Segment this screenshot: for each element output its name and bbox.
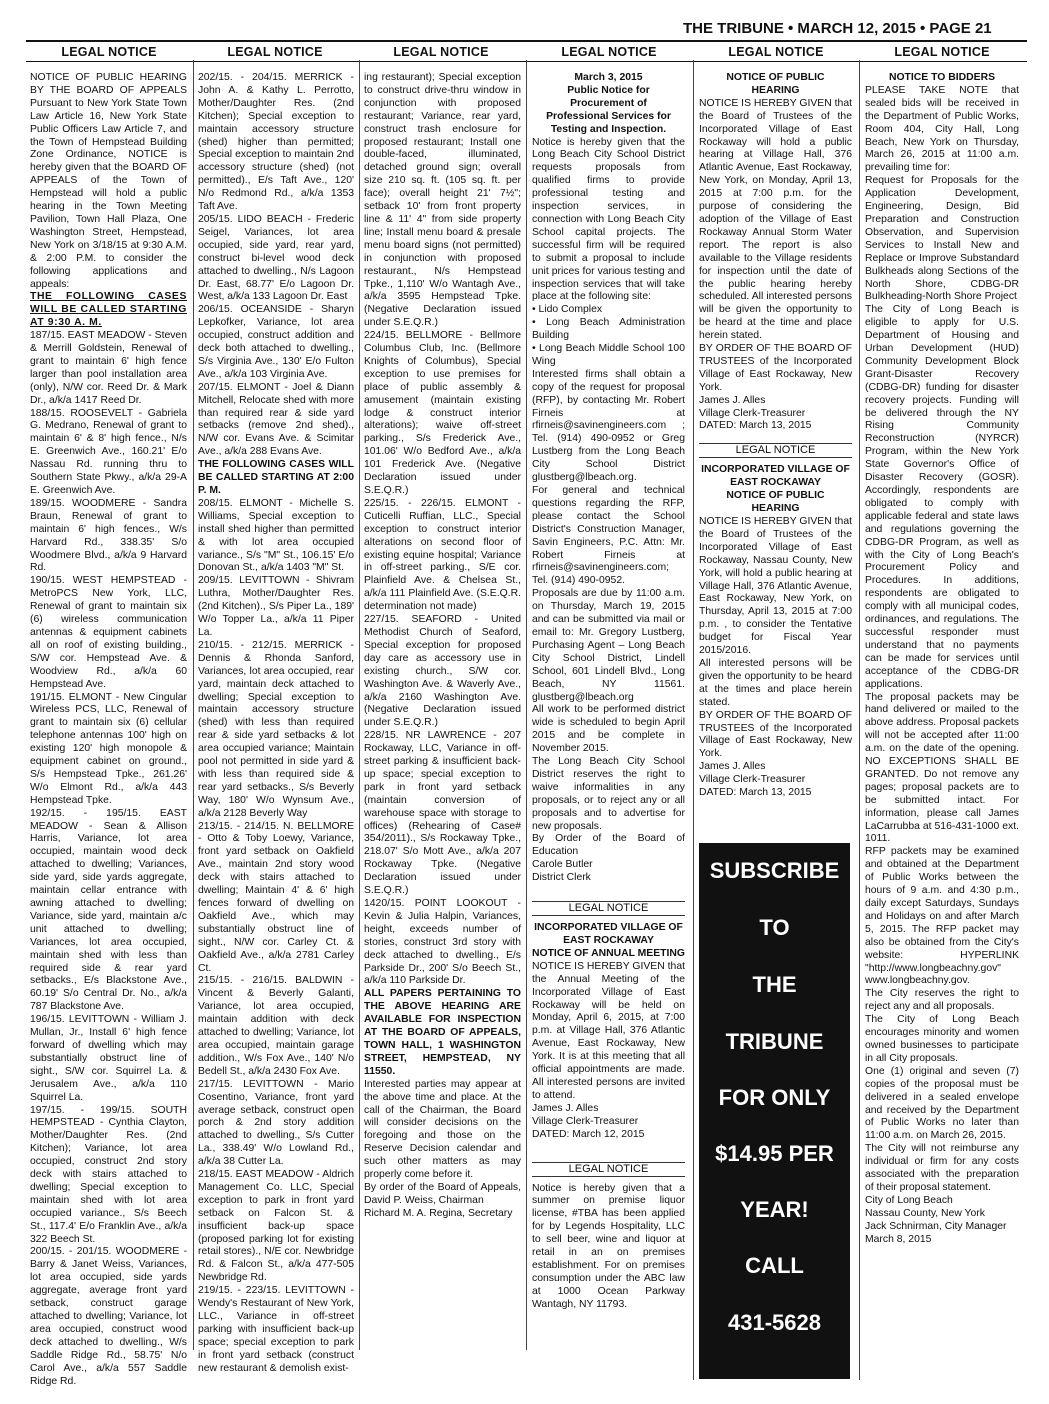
school-district-notice	[532, 72, 685, 1372]
notice-body: PLEASE TAKE NOTE that sealed bids will be received in the Department of Public Works, Room 404, City Hall, Long Beach, New York on Thursday, March 26, 2015 at 11:00 a.m. prevailing time for:	[865, 84, 1019, 174]
case-entry: 209/15. LEVITTOWN - Shivram Luthra, Mother/Daughter Res. (2nd Kitchen)., S/s Piper La., 189' W/o Topper La., a/k/a 11 Piper La.	[198, 575, 354, 638]
subscribe-line: $14.95 PER	[715, 1141, 834, 1166]
case-entry: 192/15. - 195/15. EAST MEADOW - Sean & Allison Harris, Variance, lot area occupied, maintain wood deck attached to dwelling; Variances, side yard, side yards aggregate, maintain cellar entrance with awning attached to dwelling; Variance, side yard, maintain a/c unit attached to dwelling; Variances, lot area occupied, maintain shed with less than required side & rear yard setbacks., E/s Blackstone Ave., 60.19' S/o Central Dr. No., a/k/a 787 Blackstone Ave.	[30, 807, 187, 1013]
notice-body: The City will not reimburse any individual or firm for any costs associated with the preparation of their proposal statement.	[865, 1143, 1019, 1193]
notice-body: Interested firms shall obtain a copy of the request for proposal (RFP), by contacting Mr. Robert Firneis at rfirneis@savinengineers.com ; Tel. (914) 490-0952 or Greg Lustberg from the Long Beach City School District glustberg@lbeach.org.	[532, 368, 685, 484]
subscribe-ad	[699, 843, 850, 1379]
case-entry: 191/15. ELMONT - New Cingular Wireless PCS, LLC, Renewal of grant to maintain six (6) cellular telephone antennas 100' high on existing 120' high monopole & equipment cabinet on ground., S/s Hempstead Tpke., 261.26' W/o Elmont Rd., a/k/a 443 Hempstead Tpke.	[30, 691, 187, 806]
notice-body: Proposals are due by 11:00 a.m. on Thursday, March 19, 2015 and can be submitted via mail or email to: Mr. Gregory Lustberg, Purchasing Agent – Long Beach City School District, Lindell School, 601 Lindell Blvd., Long Beach, NY 11561. glustberg@lbeach.org	[532, 588, 685, 703]
case-entry: 202/15. - 204/15. MERRICK - John A. & Kathy L. Perrotto, Mother/Daughter Res. (2nd Kitchen); Special exception to maintain accessory structure (shed) higher than permitted; Special exception to maintain 2nd accessory structure (shed) (not permitted)., E/s Taft Ave., 120' N/o Redmond Rd., a/k/a 1353 Taft Ave.	[198, 72, 354, 213]
column-head-2: LEGAL NOTICE	[227, 45, 323, 59]
signer-name: Carole Butler	[532, 859, 593, 871]
notice-title: NOTICE OF PUBLIC HEARING	[726, 72, 825, 96]
board-of-appeals-notice	[30, 72, 187, 1387]
site-item: • Lido Complex	[532, 304, 603, 316]
column-divider	[693, 60, 694, 1380]
board-of-appeals-notice-end	[364, 72, 521, 1357]
subscribe-line: YEAR!	[740, 1197, 809, 1222]
notice-body: All work to be performed district wide is scheduled to begin April 2015 and be complete in November 2015.	[532, 704, 685, 755]
case-entry: 200/15. - 201/15. WOODMERE - Barry & Janet Weiss, Variances, lot area occupied, side yards aggregate, average front yard setback, construct garage attached to dwelling; Variance, lot area occupied, construct wood deck attached to dwelling., W/s Saddle Ridge Rd., 58.75' N/o Carol Ave., a/k/a 557 Saddle Ridge Rd.	[30, 1246, 187, 1387]
case-entry: 188/15. ROOSEVELT - Gabriela G. Medrano, Renewal of grant to maintain 6' & 8' high fence., N/s E. Greenwich Ave., 160.21' E/o Nassau Rd. running thru to Southern State Pkwy., a/k/a 29-A E. Greenwich Ave.	[30, 407, 187, 496]
notice-body: The proposal packets may be hand delivered or mailed to the above address. Proposal packets will not be accepted after 11:00 a.m. on the date of the opening. NO EXCEPTIONS SHALL BE GRANTED. Do not remove any pages; proposal packets are to be submitted intact. For information, please call James LaCarrubba at 516-431-1000 ext. 1011.	[865, 691, 1019, 845]
notice-title: Public Notice for Procurement of Professional Services for Testing and Inspection.	[546, 84, 671, 135]
signer-title: Village Clerk-Treasurer	[699, 774, 806, 786]
case-entry: 207/15. ELMONT - Joel & Diann Mitchell, Relocate shed with more than required rear & side yard setbacks (remove 2nd shed)., N/W cor. Evans Ave. & Scimitar Ave., a/k/a 288 Evans Ave.	[198, 381, 354, 458]
header-rule	[26, 40, 1027, 42]
signer-name: James J. Alles	[699, 394, 766, 406]
closing-text: Interested parties may appear at the above time and place. At the call of the Chairman, the Board will consider decisions on the foregoing and those on the Reserve Decision calendar and such other matters as may properly come before it.	[364, 1078, 521, 1181]
notice-to-bidders	[865, 72, 1019, 1372]
signature-line: Nassau County, New York	[865, 1207, 985, 1219]
signer-title: Village Clerk-Treasurer	[699, 407, 806, 419]
notice-title: INCORPORATED VILLAGE OF EAST ROCKAWAY	[534, 922, 683, 946]
signature-line: City of Long Beach	[865, 1194, 953, 1206]
subscribe-line: FOR ONLY	[718, 1085, 831, 1110]
signature-line: Jack Schnirman, City Manager	[865, 1220, 1007, 1232]
case-entry: 189/15. WOODMERE - Sandra Braun, Renewal of grant to maintain 6' high fences., W/s Harvard Rd., 338.35' S/o Woodmere Blvd., a/k/a 9 Harvard Rd.	[30, 497, 187, 574]
signature-line: March 8, 2015	[865, 1233, 932, 1245]
schedule-heading: THE FOLLOWING CASES WILL BE CALLED STARTING AT 2:00 P. M.	[198, 459, 354, 496]
notice-body: The City of Long Beach encourages minority and women owned businesses to participate in all City proposals.	[865, 1014, 1019, 1064]
case-entry: 196/15. LEVITTOWN - William J. Mullan, Jr., Install 6' high fence forward of dwelling which may substantially obstruct line of sight., S/W cor. Squirrel La. & Jerusalem Ave., a/k/a 110 Squirrel La.	[30, 1014, 187, 1103]
case-entry: 224/15. BELLMORE - Bellmore Columbus Club, Inc. (Bellmore Knights of Columbus), Special exception to use premises for place of public assembly & amusement (maintain existing lodge & construct interior alterations); waive off-street parking., S/s Frederick Ave., 101.06' W/o Bedford Ave., a/k/a 101 Frederick Ave. (Negative Declaration issued under S.E.Q.R.)	[364, 330, 521, 496]
notice-body: The City reserves the right to reject any and all proposals.	[865, 988, 1019, 1013]
column-divider	[859, 60, 860, 1380]
case-entry: 227/15. SEAFORD - United Methodist Church of Seaford, Special exception for proposed day care as accessory use in existing church., S/W cor. Washington Ave. & Waverly Ave., a/k/a 2160 Washington Ave. (Negative Declaration issued under S.E.Q.R.)	[364, 614, 521, 729]
signer-name: James J. Alles	[532, 1102, 599, 1114]
notice-title: NOTICE TO BIDDERS	[888, 72, 996, 83]
legal-notice-label: LEGAL NOTICE	[699, 443, 852, 458]
notice-body: RFP packets may be examined and obtained at the Department of Public Works between the hours of 9 a.m. and 4:30 p.m., daily except Saturdays, Sundays and Holidays on and after March 5, 2015. The RFP packet may also be obtained from the City's website: HYPERLINK "http://www.longbeachny.gov" www.longbeachny.gov.	[865, 846, 1019, 987]
notice-dated: DATED: March 13, 2015	[699, 787, 812, 799]
notice-dated: DATED: March 12, 2015	[532, 1128, 645, 1140]
notice-body: For general and technical questions regarding the RFP, please contact the School District's Construction Manager, Savin Engineers, P.C. Attn: Mr. Robert Firneis at rfirneis@savinengineers.com; Tel. (914) 490-0952.	[532, 485, 685, 587]
case-entry: 197/15. - 199/15. SOUTH HEMPSTEAD - Cynthia Clayton, Mother/Daughter Res. (2nd Kitchen); Variance, lot area occupied, construct 2nd story deck with stairs attached to dwelling; Special exception to maintain shed with lot area occupied variance., S/s Beech St., 117.4' E/o Franklin Ave., a/k/a 322 Beech St.	[30, 1104, 187, 1245]
order-line: By Order of the Board of Education	[532, 833, 685, 858]
case-entry: 210/15. - 212/15. MERRICK - Dennis & Rhonda Sanford, Variances, lot area occupied, rear yard, maintain deck attached to dwelling; Special exception to maintain accessory structure (shed) with less than required rear & side yard setbacks & lot area occupied variance; Maintain pool not permitted in side yard & with less than required side & rear yard setbacks., S/s Beverly Way, 180' W/o Wynsum Ave., a/k/a 2128 Beverly Way	[198, 639, 354, 819]
order-line: BY ORDER OF THE BOARD OF TRUSTEES of the Incorporated Village of East Rockaway, New York.	[699, 709, 852, 760]
village-public-hearing-notice	[699, 72, 852, 842]
column-head-1: LEGAL NOTICE	[61, 45, 157, 59]
subscribe-line: CALL	[745, 1253, 804, 1278]
case-entry: 217/15. LEVITTOWN - Mario Cosentino, Variance, front yard average setback, construct open porch & 2nd story addition attached to dwelling., S/s Cutter La., 338.49' W/o Lowland Rd., a/k/a 38 Cutter La.	[198, 1078, 354, 1168]
liquor-license-notice: Notice is hereby given that a summer on premise liquor license, #TBA has been applied for by Legends Hospitality, LLC to sell beer, wine and liquor at retail in an on premises establishment. For on premises consumption under the ABC law at 1000 Ocean Parkway Wantagh, NY 11793.	[532, 1182, 685, 1310]
schedule-heading: THE FOLLOWING CASES WILL BE CALLED STARTING AT 9:30 A. M.	[30, 291, 187, 329]
case-entry: 228/15. NR LAWRENCE - 207 Rockaway, LLC, Variance in off-street parking & insufficient back-up space; special exception to park in front yard setback (maintain conversion of warehouse space with storage to offices) (Rehearing of Case# 354/2011)., S/s Rockaway Tpke., 218.07' S/o Mott Ave., a/k/a 207 Rockaway Tpke. (Negative Declaration issued under S.E.Q.R.)	[364, 730, 521, 897]
board-of-appeals-notice-continued	[198, 72, 354, 1374]
case-entry: 205/15. LIDO BEACH - Frederic Seigel, Variances, lot area occupied, side yard, rear yard, construct bi-level wood deck attached to dwelling., N/s Lagoon Dr. East, 68.77' E/o Lagoon Dr. West, a/k/a 133 Lagoon Dr. East	[198, 213, 354, 303]
signer-title: District Clerk	[532, 872, 591, 884]
secretary-line: Richard M. A. Regina, Secretary	[364, 1207, 513, 1219]
notice-body: NOTICE IS HEREBY GIVEN that the Board of Trustees of the Incorporated Village of East Rockaway, Nassau County, New York, will hold a public hearing at Village Hall, 376 Atlantic Avenue, East Rockaway, New York, on Thursday, April 13, 2015 at 7:00 p.m. , to consider the Tentative budget for Fiscal Year 2015/2016.	[699, 516, 852, 657]
subscribe-line: TRIBUNE	[725, 1029, 824, 1054]
page-header: THE TRIBUNE • MARCH 12, 2015 • PAGE 21	[683, 20, 992, 37]
column-divider	[193, 60, 194, 1350]
legal-notice-label: LEGAL NOTICE	[532, 901, 685, 916]
column-head-3: LEGAL NOTICE	[393, 45, 489, 59]
column-head-6: LEGAL NOTICE	[894, 45, 990, 59]
notice-intro: NOTICE OF PUBLIC HEARING BY THE BOARD OF APPEALS Pursuant to New York State Town Law Article 16, New York State Public Officers Law Article 7, and the Town of Hempstead Building Zone Ordinance, NOTICE is hereby given that the BOARD OF APPEALS of the Town of Hempstead will hold a public hearing in the Town Meeting Pavilion, Town Hall Plaza, One Washington Street, Hempstead, New York on 3/18/15 at 9:30 A.M. & 2:00 P.M. to consider the following applications and appeals:	[30, 72, 187, 290]
case-entry: 1420/15. POINT LOOKOUT - Kevin & Julia Halpin, Variances, height, exceeds number of stories, construct 3rd story with deck attached to dwelling., E/s Parkside Dr., 200' S/o Beech St., a/k/a 110 Parkside Dr.	[364, 898, 521, 987]
column-head-4: LEGAL NOTICE	[561, 45, 657, 59]
case-entry: 215/15. - 216/15. BALDWIN - Vincent & Beverly Galanti, Variance, lot area occupied, maintain addition with deck attached to dwelling; Variance, lot area occupied, maintain garage addition., W/s Fox Ave., 140' N/o Bedell St., a/k/a 2430 Fox Ave.	[198, 975, 354, 1077]
notice-title: NOTICE OF ANNUAL MEETING	[532, 947, 685, 959]
case-entry: 208/15. ELMONT - Michelle S. Williams, Special exception to install shed higher than permitted & with lot area occupied variance., S/s "M" St., 106.15' E/o Donovan St., a/k/a 1403 "M" St.	[198, 497, 354, 574]
legal-notice-label: LEGAL NOTICE	[532, 1162, 685, 1177]
order-line: BY ORDER OF THE BOARD OF TRUSTEES of the Incorporated Village of East Rockaway, New York.	[699, 343, 852, 393]
subscribe-line: SUBSCRIBE	[709, 858, 840, 883]
notice-date: March 3, 2015	[574, 72, 643, 83]
site-item: • Long Beach Administration Building	[532, 317, 685, 342]
column-divider	[526, 60, 527, 1350]
case-entry: 206/15. OCEANSIDE - Sharyn Lepkofker, Variance, lot area occupied, construct addition and deck both attached to dwelling., S/s Virginia Ave., 130' E/o Fulton Ave., a/k/a 103 Virginia Ave.	[198, 304, 354, 380]
column-head-5: LEGAL NOTICE	[728, 45, 824, 59]
signer-name: James J. Alles	[699, 761, 766, 773]
site-item: • Long Beach Middle School 100 Wing	[532, 343, 685, 367]
case-entry: 218/15. EAST MEADOW - Aldrich Management Co. LLC, Special exception to park in front yard setback on Falcon St. & insufficient back-up space (proposed parking lot for existing retail stores)., N/E cor. Newbridge Rd. & Falcon St., a/k/a 477-505 Newbridge Rd.	[198, 1169, 354, 1284]
subscribe-line: 431-5628	[728, 1310, 821, 1335]
notice-body: Request for Proposals for the Application Development, Engineering, Design, Bid Preparation and Construction Observation, and Supervision Services to Install New and Replace or Improve Substandard Bulkheads along Sections of the North Shore, CDBG-DR Bulkheading-North Shore Project	[865, 175, 1019, 303]
case-entry: 213/15. - 214/15. N. BELLMORE - Otto & Toby Loewy, Variance, front yard setback on Oakfield Ave., maintain 2nd story wood deck with stairs attached to dwelling; Maintain 4' & 6' high fences forward of dwelling on Oakfield Ave., which may substantially obstruct line of sight., N/W cor. Carley Ct. & Oakfield Ave., a/k/a 2781 Carley Ct.	[198, 820, 354, 974]
signer-title: Village Clerk-Treasurer	[532, 1115, 639, 1127]
notice-body: NOTICE IS HEREBY GIVEN that the Annual Meeting of the Incorporated Village of East Rockaway will be held on Monday, April 6, 2015, at 7:00 p.m. at Village Hall, 376 Atlantic Avenue, East Rockaway, New York. It is at this meeting that all official appointments are made. All interested persons are invited to attend.	[532, 960, 685, 1101]
subscribe-line: TO	[759, 915, 790, 940]
notice-dated: DATED: March 13, 2015	[699, 420, 812, 432]
order-line: By order of the Board of Appeals, David P. Weiss, Chairman	[364, 1181, 521, 1206]
notice-body: NOTICE IS HEREBY GIVEN that the Board of Trustees of the Incorporated Village of East Rockaway will hold a public hearing at Village Hall, 376 Atlantic Avenue, East Rockaway, New York, on Monday, April 13, 2015 at 7:00 p.m. for the purpose of considering the adoption of the Village of East Rockaway Annual Storm Water report. The report is also available to the Village residents for inspection until the date of the public hearing hereby scheduled. All interested persons will be given the opportunity to be heard at the time and place herein stated.	[699, 97, 852, 342]
notice-title: INCORPORATED VILLAGE OF EAST ROCKAWAY	[701, 464, 850, 489]
notice-body: The Long Beach City School District reserves the right to waive informalities in any proposals, or to reject any or all proposals and to advertise for new proposals.	[532, 756, 685, 832]
case-entry: 219/15. - 223/15. LEVITTOWN - Wendy's Restaurant of New York, LLC., Variance in off-street parking with insufficient back-up space; special exception to park in front yard setback (construct new restaurant & demolish exist-	[198, 1285, 354, 1374]
case-entry: 187/15. EAST MEADOW - Steven & Merrill Goldstein, Renewal of grant to maintain 6' high fence larger than pool installation area (only), N/W cor. Reed Dr. & Mark Dr., a/k/a 1417 Reed Dr.	[30, 330, 187, 406]
papers-available: ALL PAPERS PERTAINING TO THE ABOVE HEARING ARE AVAILABLE FOR INSPECTION AT THE BOARD OF APPEALS, TOWN HALL, 1 WASHINGTON STREET, HEMPSTEAD, NY 11550.	[364, 988, 521, 1077]
notice-body: All interested persons will be given the opportunity to be heard at the times and place herein stated.	[699, 657, 852, 708]
case-entry: 225/15. - 226/15. ELMONT - Cuticelli Ruffian, LLC., Special exception to construct interior alterations on second floor of existing equine hospital; Variance in off-street parking., S/E cor. Plainfield Ave. & Chelsea St., a/k/a 111 Plainfield Ave. (S.E.Q.R. determination not made)	[364, 497, 521, 613]
subscribe-line: THE	[752, 972, 797, 997]
notice-body: One (1) original and seven (7) copies of the proposal must be delivered in a sealed envelope and received by the Department of Public Works no later than 11:00 a.m. on March 26, 2015.	[865, 1065, 1019, 1142]
case-entry: 190/15. WEST HEMPSTEAD - MetroPCS New York, LLC, Renewal of grant to maintain six (6) wireless communication antennas & equipment cabinets all on roof of existing building., S/W cor. Hempstead Ave. & Woodview Rd., a/k/a 60 Hempstead Ave.	[30, 575, 187, 690]
notice-title: NOTICE OF PUBLIC HEARING	[726, 490, 825, 515]
case-continuation: ing restaurant); Special exception to construct drive-thru window in conjunction with proposed restaurant; Variance, rear yard, construct trash enclosure for proposed restaurant; Install one double-faced, illuminated, detached ground sign; overall size 210 sq. ft. (105 sq. ft. per face); overall height 21' 7½"; setback 10' from front property line & 11' 4" from side property line; Install menu board & presale menu board signs (not permitted) in conjunction with proposed restaurant., N/s Hempstead Tpke., 1,110' W/o Wantagh Ave., a/k/a 3595 Hempstead Tpke. (Negative Declaration issued under S.E.Q.R.)	[364, 72, 521, 329]
column-divider	[359, 60, 360, 1350]
notice-body: The City of Long Beach is eligible to apply for U.S. Department of Housing and Urban Development (HUD) Community Development Block Grant-Disaster Recovery (CDBG-DR) funding for disaster recovery projects. Funding will be delivered through the NY Rising Community Reconstruction (NYRCR) Program, within the New York State Governor's Office of Disaster Recovery (GOSR). Accordingly, respondents are obligated to comply with applicable federal and state laws and regulations governing the CDBG-DR Program, as well as with the City of Long Beach's Procurement Policy and Procedures. In additions, respondents are obligated to comply with all municipal codes, ordinances, and regulations. The successful responder must understand that no payments can be made for services until acceptance of the CDBG-DR applications.	[865, 304, 1019, 690]
notice-body: Notice is hereby given that the Long Beach City School District requests proposals from qualified firms to provide professional testing and inspection services, in connection with Long Beach City School capital projects. The successful firm will be required to submit a proposal to include unit prices for various testing and inspection services that will take place at the following site:	[532, 136, 685, 303]
